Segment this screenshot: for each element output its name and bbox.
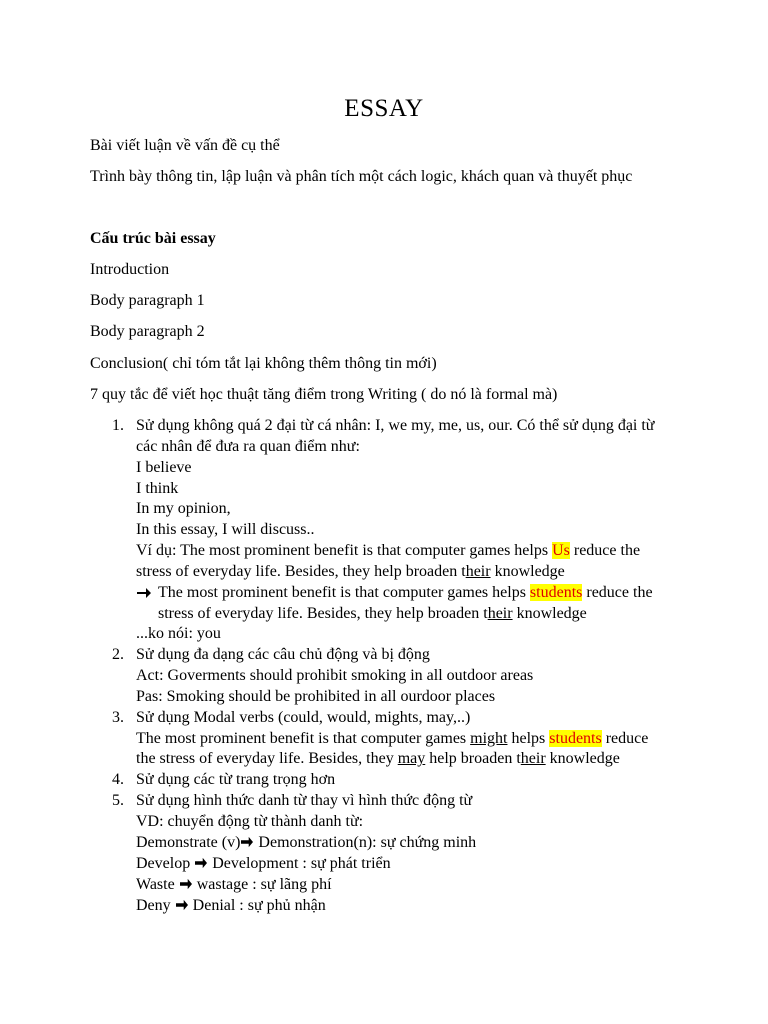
rule-3-example-line-2	[136, 749, 620, 770]
right-arrow-icon	[175, 897, 189, 914]
word-pair	[136, 875, 332, 896]
text-run: reduce	[601, 730, 649, 747]
rule-1-line-2: các nhân để đưa ra quan điểm như:	[136, 438, 360, 455]
rule-5-vd: VD: chuyển động từ thành danh từ:	[136, 813, 364, 830]
word-pair	[136, 833, 476, 854]
rule-number: 2.	[112, 646, 124, 663]
example-phrase: In my opinion,	[136, 500, 231, 517]
underlined-word: heir	[465, 563, 491, 580]
highlight-students: students	[529, 584, 583, 601]
underlined-word: may	[397, 750, 426, 767]
rule-3-text: Sử dụng Modal verbs (could, would, mights, may,..)	[136, 709, 471, 726]
right-arrow-icon	[136, 583, 152, 609]
rule-4-text: Sử dụng các từ trang trọng hơn	[136, 771, 336, 788]
structure-heading: Cấu trúc bài essay	[90, 230, 216, 247]
text-run: knowledge	[512, 605, 587, 622]
example-phrase: In this essay, I will discuss..	[136, 521, 315, 538]
text-run: Deny	[136, 897, 175, 914]
text-run: stress of everyday life. Besides, they help broaden t	[158, 605, 488, 622]
highlight-students: students	[549, 730, 602, 747]
structure-part-introduction: Introduction	[90, 261, 170, 278]
rule-number: 1.	[112, 417, 124, 434]
text-run: Waste	[136, 876, 179, 893]
structure-part-body-2: Body paragraph 2	[90, 323, 205, 340]
text-run: Development : sự phát triển	[208, 855, 391, 872]
underlined-word: heir	[487, 605, 513, 622]
structure-part-body-1: Body paragraph 1	[90, 292, 205, 309]
corrected-sentence-cont	[158, 604, 587, 625]
word-pair	[136, 854, 391, 875]
underlined-word: heir	[520, 750, 546, 767]
structure-part-conclusion: Conclusion( chỉ tóm tắt lại không thêm thông tin mới)	[90, 355, 437, 372]
example-sentence	[136, 541, 640, 562]
intro-line-1: Bài viết luận về vấn đề cụ thể	[90, 137, 280, 154]
page-title: ESSAY	[344, 95, 424, 122]
text-run: Demonstrate (v)	[136, 834, 241, 851]
intro-line-2: Trình bày thông tin, lập luận và phân tích một cách logic, khách quan và thuyết phục	[90, 168, 633, 185]
right-arrow-icon	[194, 855, 208, 872]
text-run: The most prominent benefit is that computer games helps	[158, 584, 530, 601]
right-arrow-icon	[240, 834, 254, 851]
rule-2-active: Act: Goverments should prohibit smoking in all outdoor areas	[136, 667, 534, 684]
text-run: help broaden t	[425, 750, 521, 767]
example-phrase: I think	[136, 480, 179, 497]
text-run: reduce the	[582, 584, 653, 601]
text-run: Develop	[136, 855, 195, 872]
rules-heading: 7 quy tắc để viết học thuật tăng điểm trong Writing ( do nó là formal mà)	[90, 386, 558, 403]
rule-1-line-1: Sử dụng không quá 2 đại từ cá nhân: I, we my, me, us, our. Có thể sử dụng đại từ	[136, 417, 655, 434]
rule-5-text: Sử dụng hình thức danh từ thay vì hình thức động từ	[136, 792, 473, 809]
highlight-us: Us	[552, 542, 570, 559]
text-run: knowledge	[490, 563, 565, 580]
text-run: The most prominent benefit is that computer games	[136, 730, 471, 747]
text-run: the stress of everyday life. Besides, they	[136, 750, 398, 767]
text-run: reduce the	[569, 542, 641, 559]
rule-number: 3.	[112, 709, 124, 726]
text-run: helps	[507, 730, 550, 747]
text-run: Ví dụ: The most prominent benefit is that computer games helps	[136, 542, 553, 559]
underlined-word: might	[470, 730, 508, 747]
corrected-sentence	[158, 583, 653, 604]
text-run: Demonstration(n): sự chứng minh	[254, 834, 477, 851]
example-phrase: I believe	[136, 459, 192, 476]
rule-number: 5.	[112, 792, 124, 809]
word-pair	[136, 896, 326, 917]
text-run: Denial : sự phủ nhận	[188, 897, 326, 914]
rule-2-text: Sử dụng đa dạng các câu chủ động và bị động	[136, 646, 430, 663]
rule-1-note: ...ko nói: you	[136, 625, 221, 642]
example-sentence-cont	[136, 562, 565, 583]
rule-number: 4.	[112, 771, 124, 788]
rule-3-example-line-1	[136, 729, 648, 750]
text-run: knowledge	[545, 750, 620, 767]
text-run: stress of everyday life. Besides, they help broaden t	[136, 563, 466, 580]
rule-2-passive: Pas: Smoking should be prohibited in all ourdoor places	[136, 688, 496, 705]
right-arrow-icon	[179, 876, 193, 893]
text-run: wastage : sự lãng phí	[192, 876, 332, 893]
